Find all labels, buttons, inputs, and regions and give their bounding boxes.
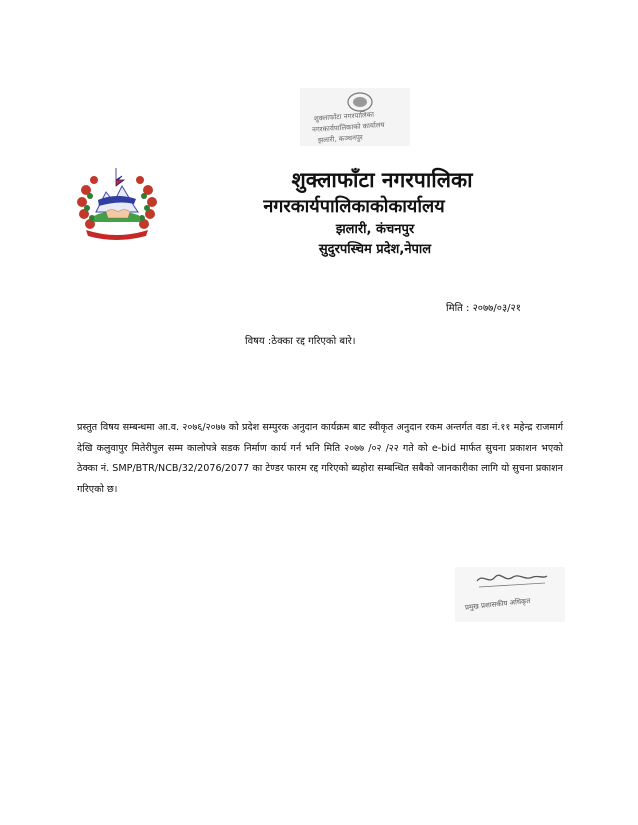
letter-date: मिति : २०७७/०३/२१ — [446, 303, 521, 314]
office-location: झलारी, कंचनपुर — [335, 222, 415, 237]
office-name: नगरकार्यपालिकाकोकार्यालय — [263, 196, 445, 217]
office-stamp — [300, 88, 410, 146]
signature-title: प्रमुख प्रशासकीय अधिकृत — [464, 596, 531, 612]
stamp-line-2: नगरकार्यपालिकाको कार्यालय — [311, 120, 385, 134]
municipality-name: शुक्लाफाँटा नगरपालिका — [291, 168, 473, 192]
stamp-line-1: शुक्लाफाँटा नगरपालिका — [313, 110, 375, 123]
province-name: सुदुरपस्चिम प्रदेश,नेपाल — [318, 242, 432, 257]
signature-stamp — [455, 567, 565, 622]
nepal-government-emblem-icon — [72, 166, 162, 244]
letter-subject: विषय :ठेक्का रद्द गरिएको बारे। — [245, 336, 356, 347]
letterhead — [230, 166, 490, 259]
letter-body: प्रस्तुत विषय सम्बन्धमा आ.व. २०७६/२०७७ को प्रदेश सम्पुरक अनुदान कार्यक्रम बाट स्वीकृत अनुदान रकम अन्तर्गत वडा नं.११ महेन्द्र राजमार्ग देखि कलुवापुर मितेरीपुल सम्म कालोपत्रे सडक निर्माण कार्य गर्न भनि मिति २०७७ /०२ /२२ गते को e-bid मार्फत सुचना प्रकाशन भएको ठेक्का नं. SMP/BTR/NCB/32/2076/2077 का टेण्डर फारम रद्द गरिएको ब्यहोरा सम्बन्धित सबैको जानकारीका लागि यो सुचना प्रकाशन गरिएको छ। — [77, 422, 563, 495]
stamp-line-3: झलारी, कञ्चनपुर — [317, 133, 364, 145]
